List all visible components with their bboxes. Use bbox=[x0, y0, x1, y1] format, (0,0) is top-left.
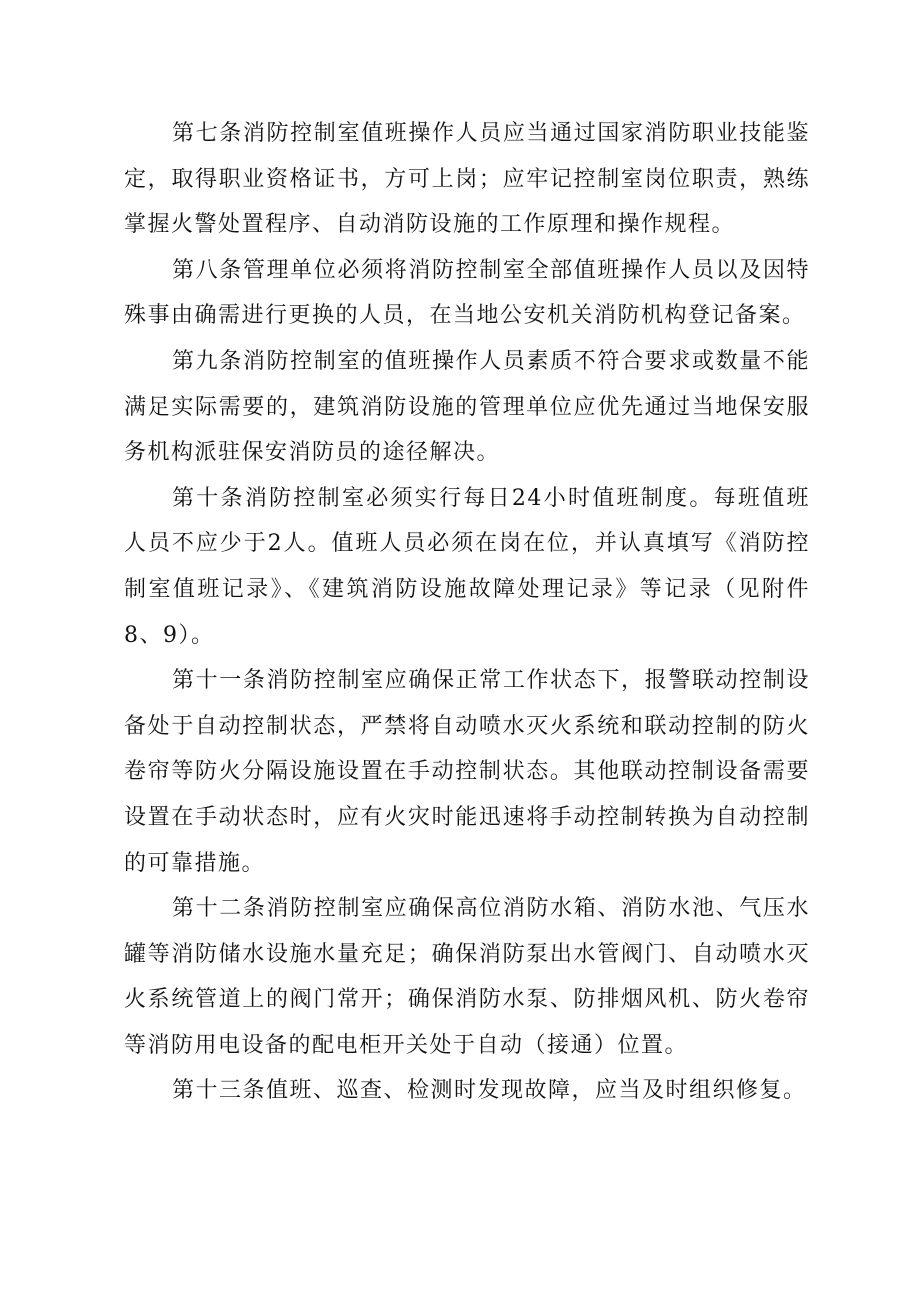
article-10-paragraph: 第十条消防控制室必须实行每日24小时值班制度。每班值班人员不应少于2人。值班人员必须在岗在位，并认真填写《消防控制室值班记录》、《建筑消防设施故障处理记录》等记录（见附件8、9）。 bbox=[124, 485, 810, 648]
article-12-paragraph: 第十二条消防控制室应确保高位消防水箱、消防水池、气压水罐等消防储水设施水量充足；确保消防泵出水管阀门、自动喷水灭火系统管道上的阀门常开；确保消防水泵、防排烟风机、防火卷帘等消防用电设备的配电柜开关处于自动（接通）位置。 bbox=[124, 896, 810, 1058]
document-body bbox=[124, 111, 810, 1114]
article-8-paragraph: 第八条管理单位必须将消防控制室全部值班操作人员以及因特殊事由确需进行更换的人员，在当地公安机关消防机构登记备案。 bbox=[124, 257, 810, 329]
article-13-paragraph: 第十三条值班、巡查、检测时发现故障，应当及时组织修复。 bbox=[172, 1078, 807, 1104]
article-11-paragraph: 第十一条消防控制室应确保正常工作状态下，报警联动控制设备处于自动控制状态，严禁将自动喷水灭火系统和联动控制的防火卷帘等防火分隔设施设置在手动控制状态。其他联动控制设备需要设置在手动状态时，应有火灾时能迅速将手动控制转换为自动控制的可靠措施。 bbox=[124, 668, 810, 876]
article-9-paragraph: 第九条消防控制室的值班操作人员素质不符合要求或数量不能满足实际需要的，建筑消防设施的管理单位应优先通过当地保安服务机构派驻保安消防员的途径解决。 bbox=[124, 348, 810, 466]
article-7-paragraph: 第七条消防控制室值班操作人员应当通过国家消防职业技能鉴定，取得职业资格证书，方可上岗；应牢记控制室岗位职责，熟练掌握火警处置程序、自动消防设施的工作原理和操作规程。 bbox=[124, 121, 810, 238]
